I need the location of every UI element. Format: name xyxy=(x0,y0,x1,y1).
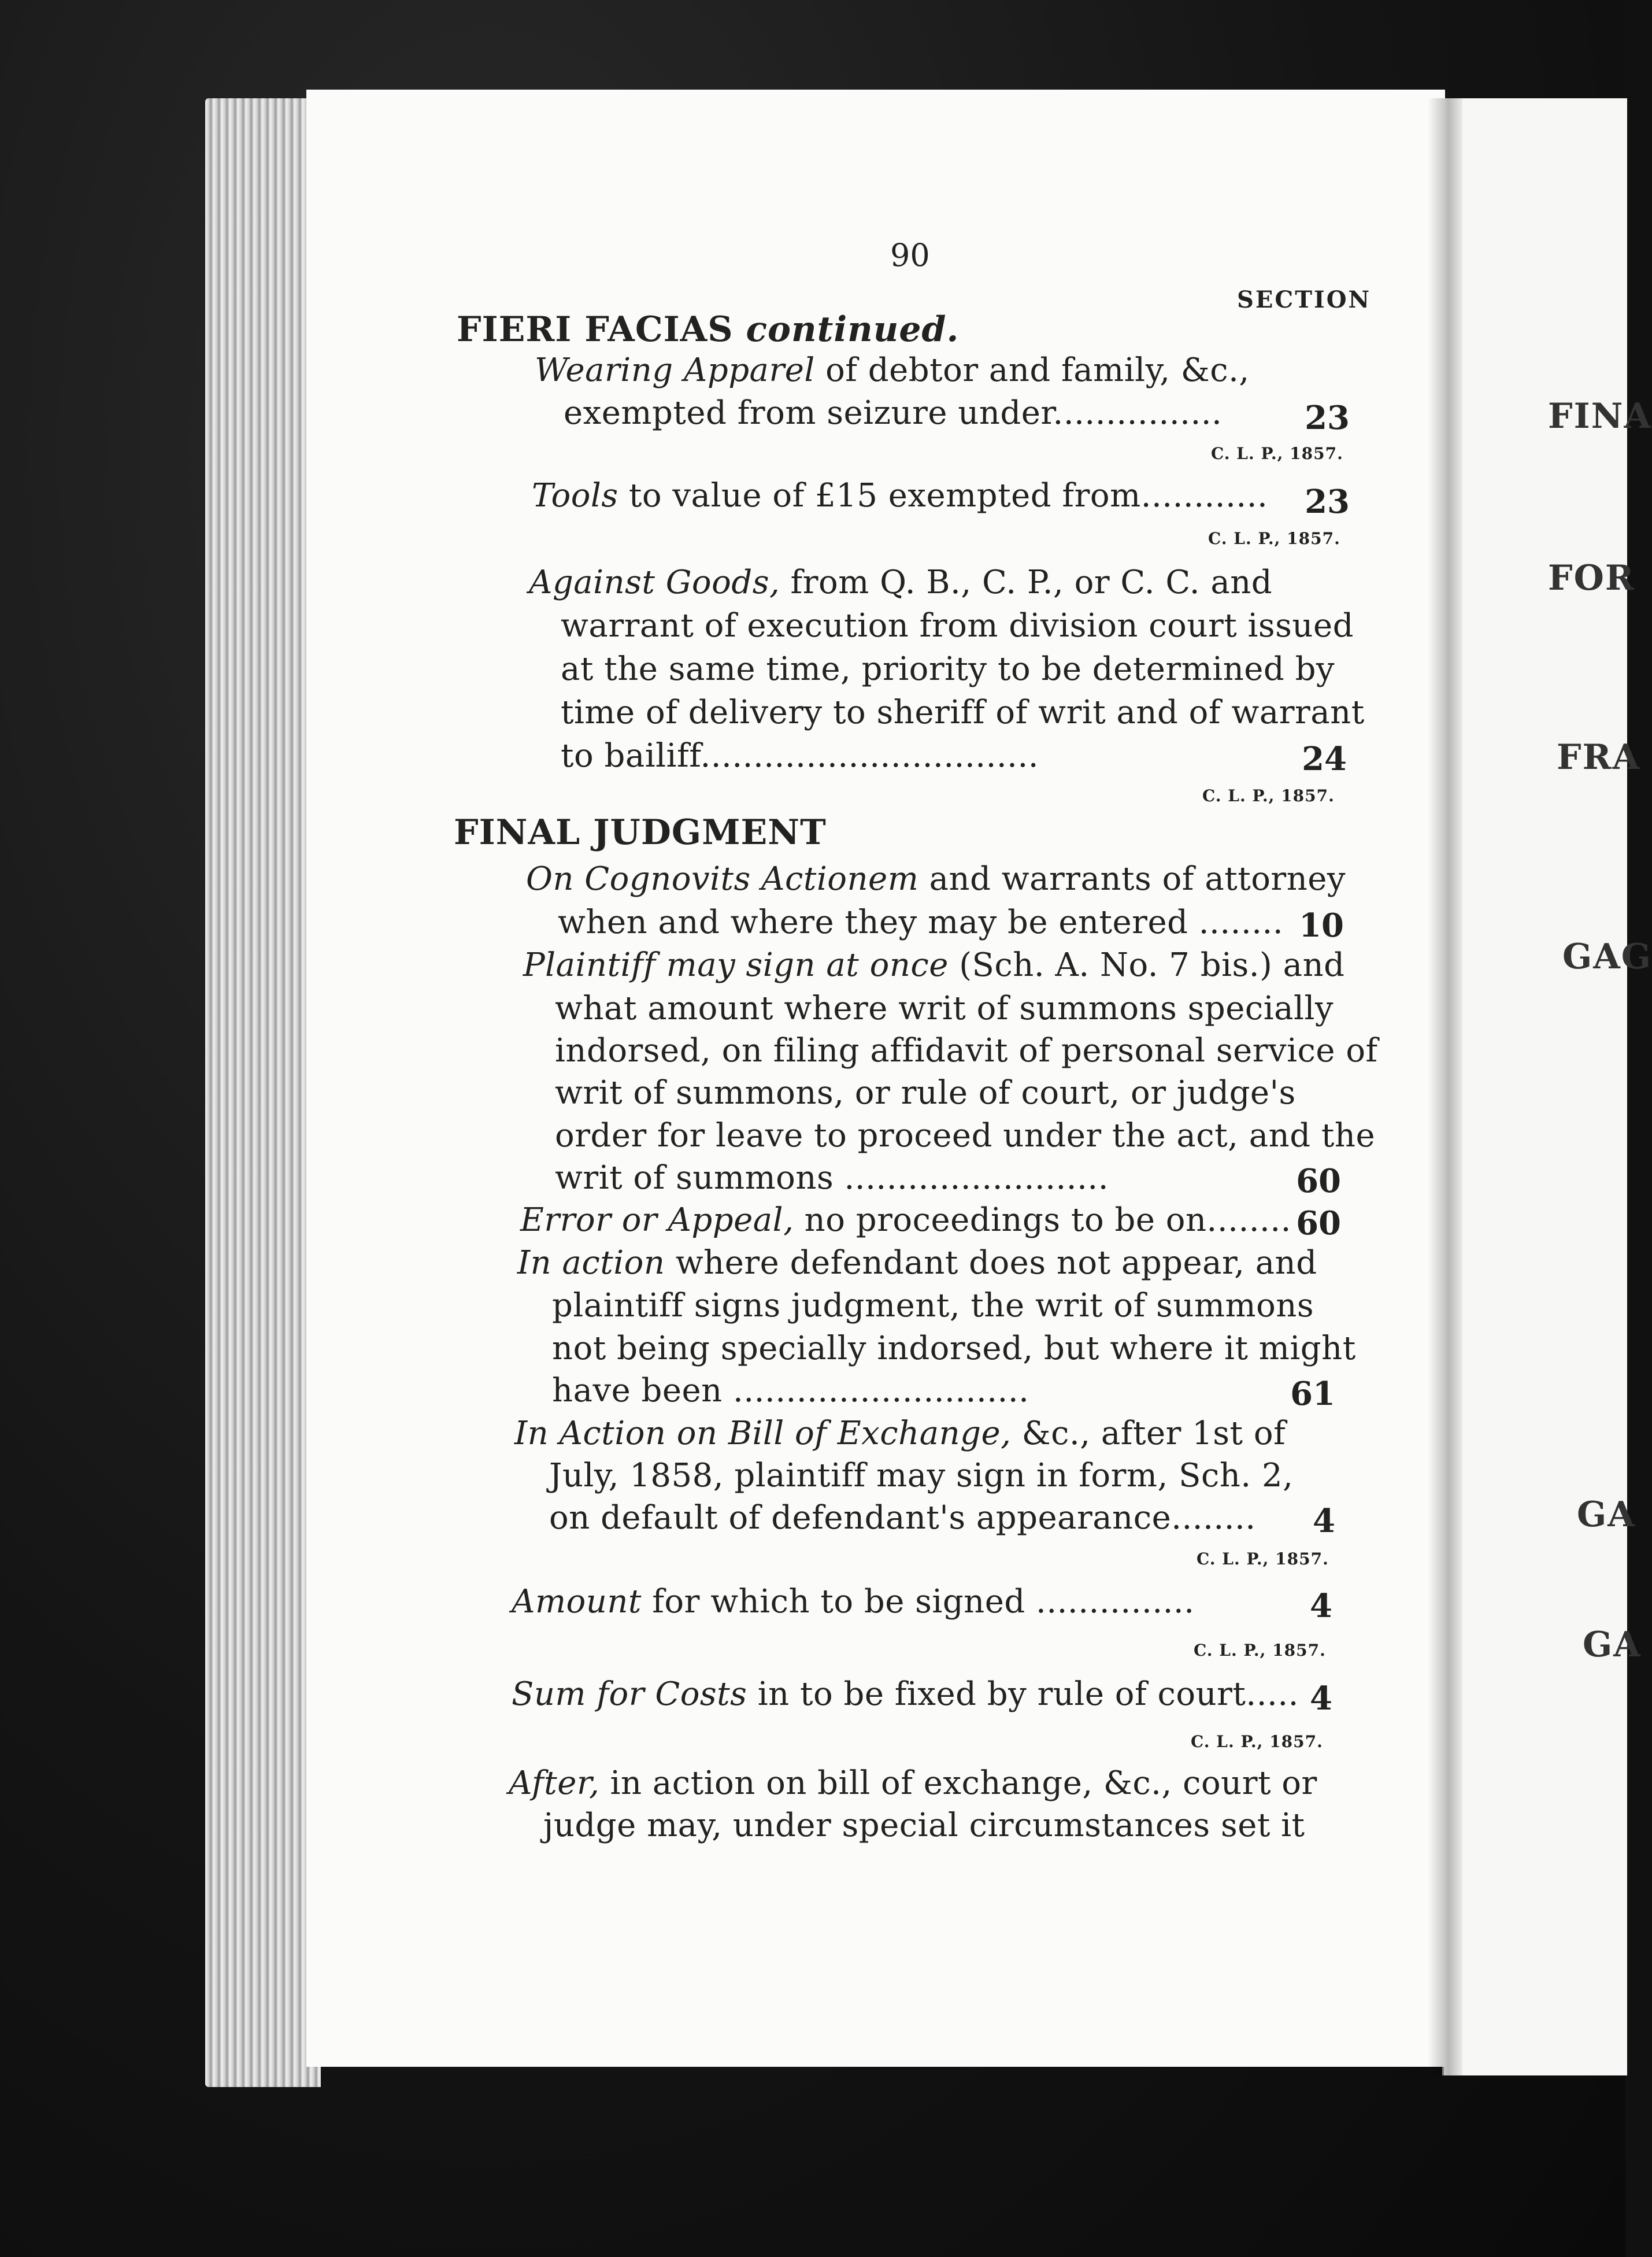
facing-page-fragment: FRA xyxy=(1557,737,1641,778)
book-page-edges xyxy=(205,98,321,2087)
entry-lead: Amount xyxy=(512,1583,642,1620)
index-entry-line: In Action on Bill of Exchange, &c., after 1st of xyxy=(514,1415,1286,1452)
citation: C. L. P., 1857. xyxy=(1202,786,1335,805)
index-entry-line: what amount where writ of summons specially xyxy=(555,990,1334,1027)
index-entry-line: to bailiff................................ xyxy=(561,737,1039,775)
entry-lead: In Action on Bill of Exchange, xyxy=(514,1415,1012,1452)
section-column-header: SECTION xyxy=(1237,286,1372,313)
citation: C. L. P., 1857. xyxy=(1191,1732,1323,1751)
index-entry-line: time of delivery to sheriff of writ and of warrant xyxy=(561,694,1365,731)
section-number: 23 xyxy=(1305,483,1350,521)
index-entry-line: In action where defendant does not appear, and xyxy=(517,1244,1317,1282)
index-entry-line: July, 1858, plaintiff may sign in form, Sch. 2, xyxy=(549,1457,1294,1494)
index-entry-line: indorsed, on filing affidavit of personal service of xyxy=(555,1032,1378,1070)
index-entry-line: Wearing Apparel of debtor and family, &c., xyxy=(535,352,1250,389)
section-number: 23 xyxy=(1305,399,1350,437)
citation: C. L. P., 1857. xyxy=(1194,1641,1326,1660)
index-entry-line: plaintiff signs judgment, the writ of summons xyxy=(552,1287,1314,1324)
index-entry-line: exempted from seizure under................ xyxy=(564,394,1223,432)
index-entry-line: not being specially indorsed, but where it might xyxy=(552,1330,1356,1367)
index-entry-line: have been ............................ xyxy=(552,1372,1029,1409)
facing-page-fragment: GAG xyxy=(1562,937,1652,977)
entry-lead: After, xyxy=(509,1764,600,1802)
citation: C. L. P., 1857. xyxy=(1197,1549,1329,1568)
entry-lead: Wearing Apparel xyxy=(535,352,815,389)
index-entry-line: Tools to value of £15 exempted from............ xyxy=(532,477,1268,515)
entry-lead: In action xyxy=(517,1244,665,1282)
section-number: 24 xyxy=(1302,740,1347,778)
facing-page-fragment: GA xyxy=(1577,1494,1636,1535)
facing-page-fragment: GA xyxy=(1583,1625,1642,1665)
index-entry-line: warrant of execution from division court issued xyxy=(561,607,1354,645)
index-entry-line: at the same time, priority to be determined by xyxy=(561,650,1335,688)
gutter-shadow xyxy=(1428,98,1462,2075)
index-entry-line: on default of defendant's appearance........ xyxy=(549,1499,1256,1537)
citation: C. L. P., 1857. xyxy=(1208,529,1340,548)
index-entry-line: Error or Appeal, no proceedings to be on........ xyxy=(520,1201,1291,1239)
index-entry-line: writ of summons, or rule of court, or judge's xyxy=(555,1074,1296,1112)
index-entry-line: Sum for Costs in to be fixed by rule of court..... xyxy=(512,1675,1299,1713)
index-entry-line: when and where they may be entered ........ xyxy=(558,904,1284,941)
entry-lead: Sum for Costs xyxy=(512,1675,747,1713)
facing-page-fragment: FINA xyxy=(1548,396,1652,436)
entry-lead: On Cognovits Actionem xyxy=(526,860,919,898)
facing-page xyxy=(1442,98,1652,2075)
entry-lead: Against Goods, xyxy=(529,564,780,601)
section-number: 4 xyxy=(1310,1587,1332,1625)
section-number: 60 xyxy=(1296,1204,1341,1242)
citation: C. L. P., 1857. xyxy=(1211,444,1343,463)
index-entry-line: After, in action on bill of exchange, &c., court or xyxy=(509,1764,1317,1802)
index-entry-line: judge may, under special circumstances set it xyxy=(543,1807,1305,1844)
index-entry-line: order for leave to proceed under the act, and the xyxy=(555,1117,1376,1155)
facing-page-fragment: FOR xyxy=(1548,558,1635,598)
entry-lead: Tools xyxy=(532,477,618,515)
section-number: 61 xyxy=(1290,1375,1335,1413)
entry-lead: Plaintiff may sign at once xyxy=(523,946,949,984)
index-heading: FINAL JUDGMENT xyxy=(454,812,827,853)
index-entry-line: Plaintiff may sign at once (Sch. A. No. 7 bis.) and xyxy=(523,946,1345,984)
index-heading: FIERI FACIAS continued. xyxy=(457,309,960,350)
index-entry-line: writ of summons ......................... xyxy=(555,1159,1109,1197)
index-entry-line: Amount for which to be signed ............... xyxy=(512,1583,1195,1620)
section-number: 4 xyxy=(1310,1679,1332,1718)
section-number: 60 xyxy=(1296,1162,1341,1200)
section-number: 10 xyxy=(1299,906,1344,945)
index-entry-line: Against Goods, from Q. B., C. P., or C. C. and xyxy=(529,564,1273,601)
section-number: 4 xyxy=(1313,1502,1335,1540)
entry-lead: Error or Appeal, xyxy=(520,1201,794,1239)
page-number: 90 xyxy=(890,237,930,273)
index-entry-line: On Cognovits Actionem and warrants of attorney xyxy=(526,860,1346,898)
